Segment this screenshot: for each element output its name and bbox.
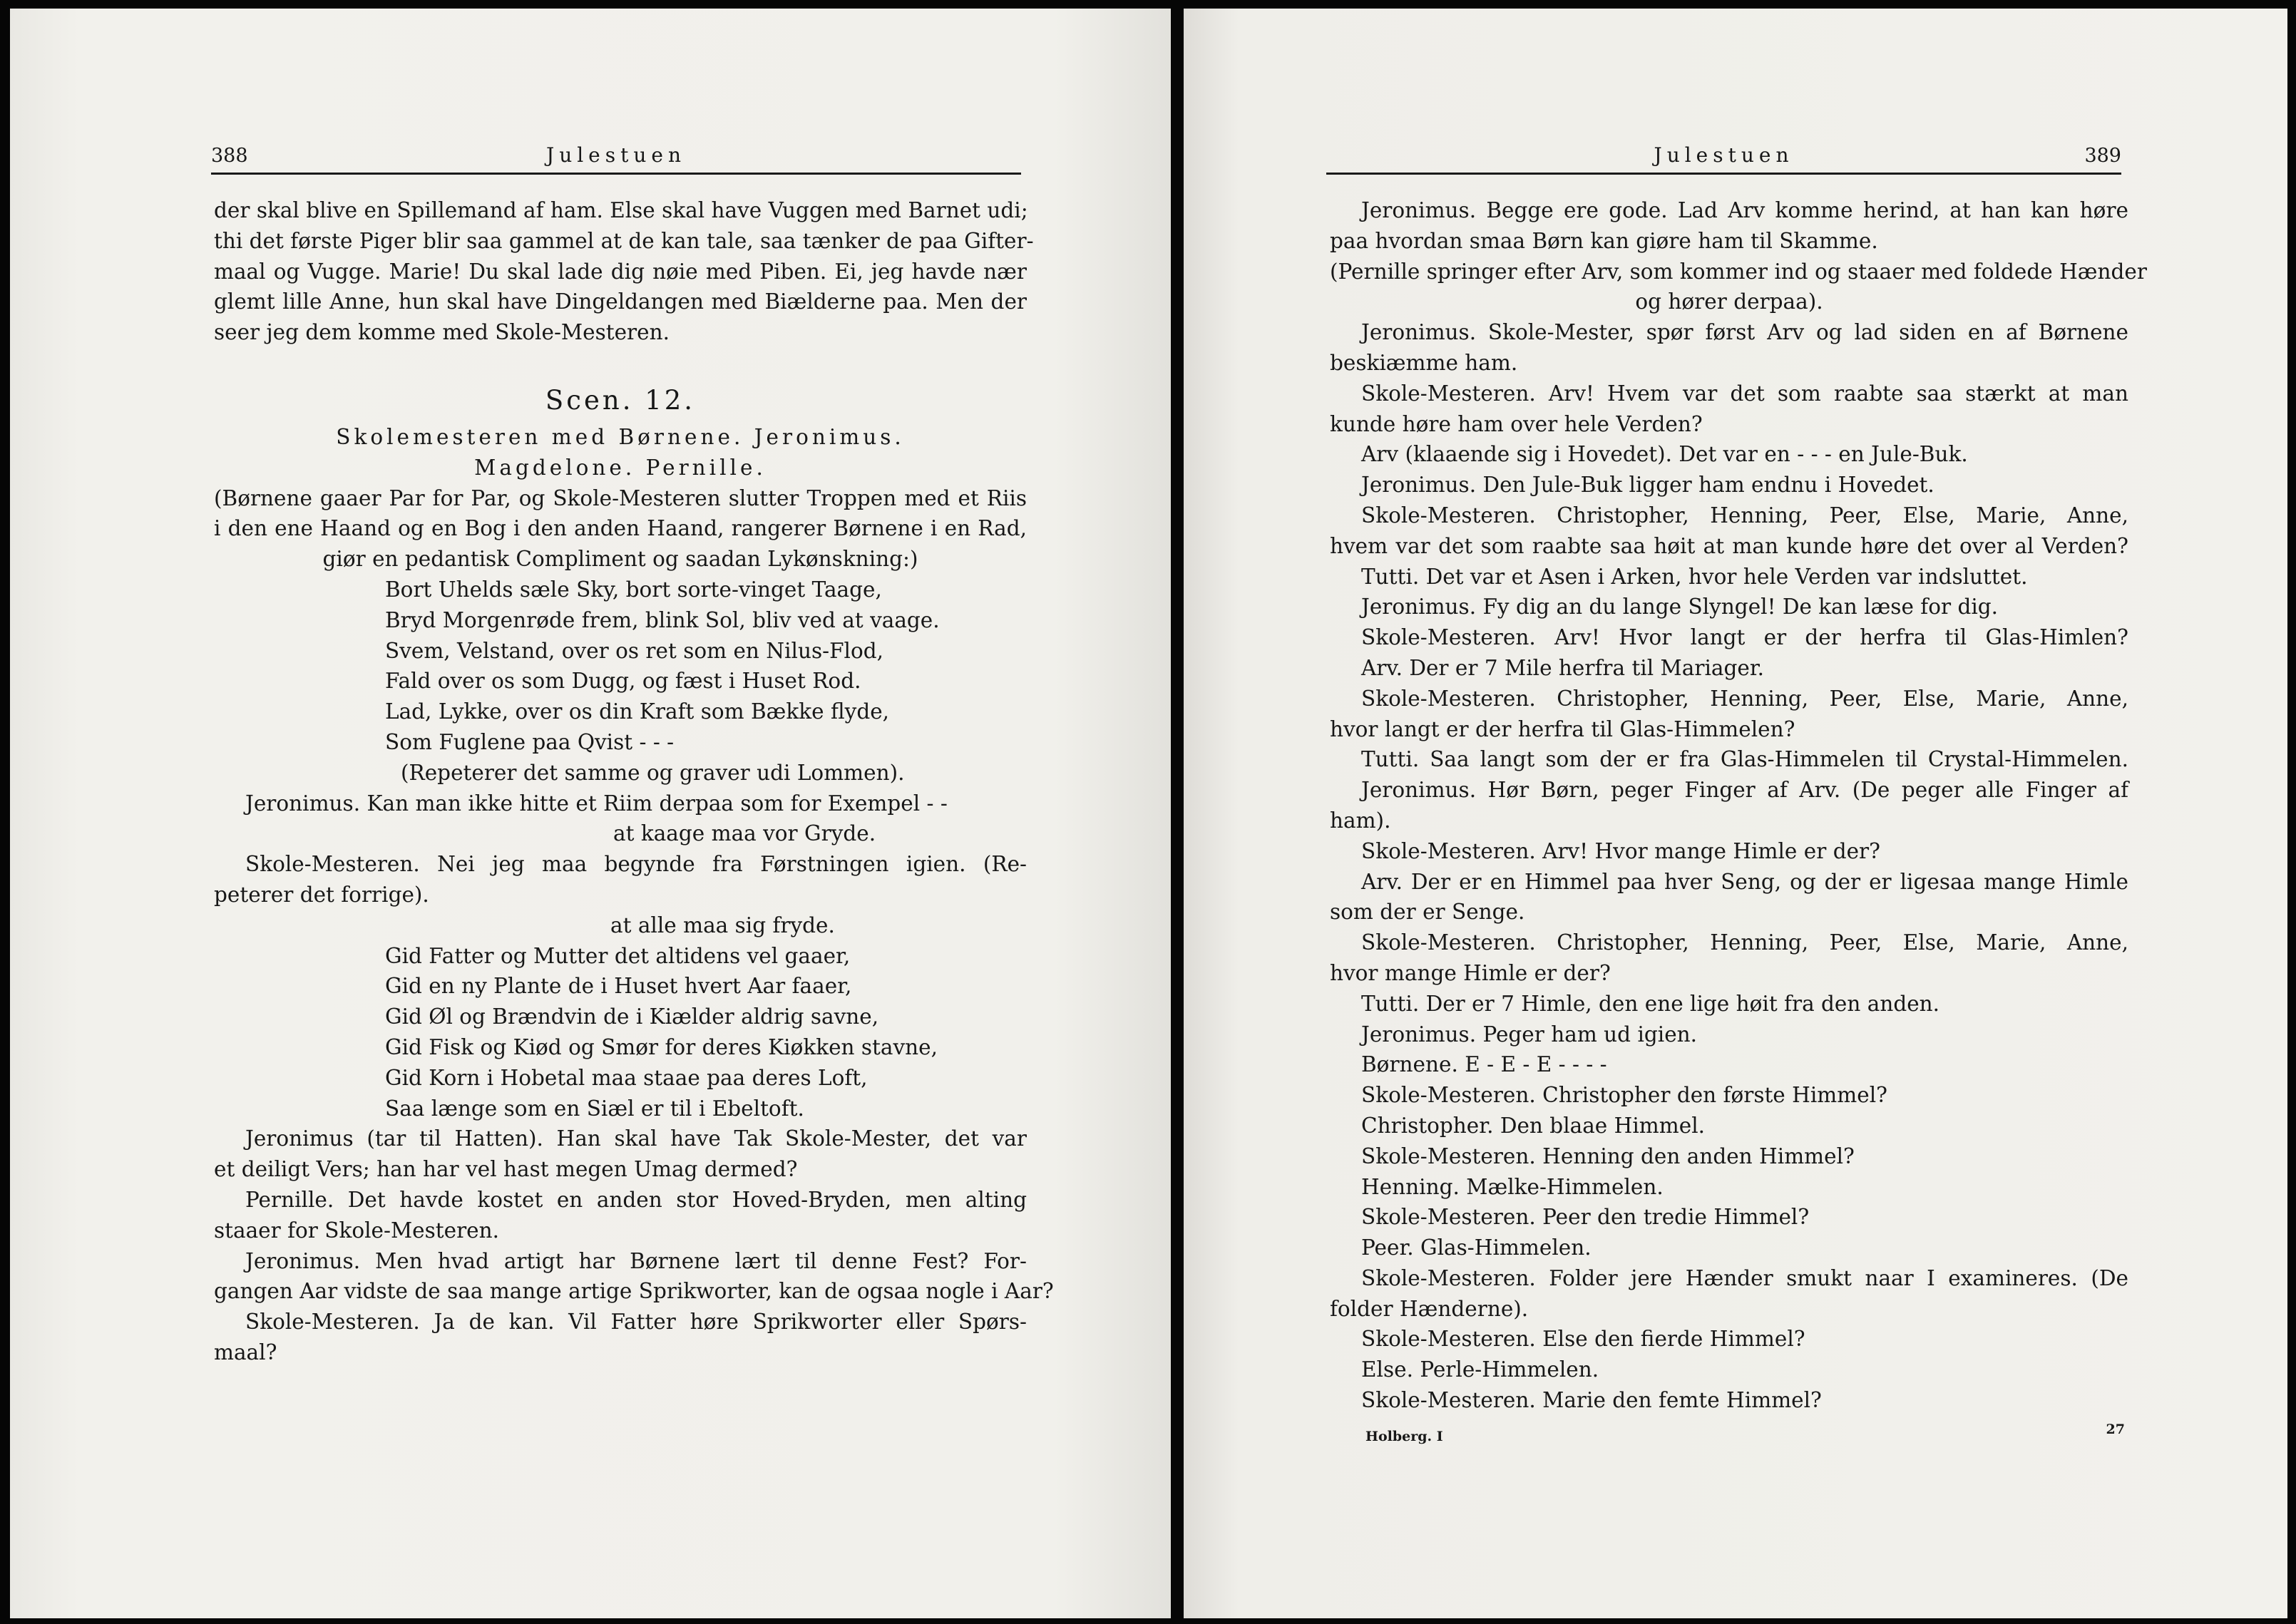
stage-direction: (Børnene gaaer Par for Par, og Skole-Mesteren slutter Troppen med et Riis <box>214 485 1027 510</box>
running-title: Julestuen <box>545 143 687 167</box>
dialogue-line: Henning. Mælke-Himmelen. <box>1361 1174 1664 1199</box>
text-line: glemt lille Anne, hun skal have Dingeldangen med Biælderne paa. Men der <box>214 289 1027 314</box>
text-line: thi det første Piger blir saa gammel at de kan tale, saa tænker de paa Gifter- <box>214 228 1034 253</box>
dialogue-line: hvor langt er der herfra til Glas-Himmelen? <box>1330 716 1795 741</box>
dialogue-line: maal? <box>214 1340 277 1365</box>
dialogue-line: Else. Perle-Himmelen. <box>1361 1357 1599 1382</box>
right-page <box>1184 9 2287 1618</box>
stage-direction: og hører derpaa). <box>1635 289 1823 314</box>
page-number: 389 <box>2084 145 2121 167</box>
dialogue-line: Skole-Mesteren. Peer den tredie Himmel? <box>1361 1205 1810 1230</box>
dialogue-line: hvem var det som raabte saa høit at man kunde høre det over al Verden? <box>1330 533 2128 558</box>
dialogue-line: Skole-Mesteren. Christopher, Henning, Peer, Else, Marie, Anne, <box>1361 503 2128 528</box>
stage-direction: i den ene Haand og en Bog i den anden Haand, rangerer Børnene i en Rad, <box>214 516 1027 541</box>
stage-direction: (Repeterer det samme og graver udi Lommen). <box>401 760 905 785</box>
signature-mark: 27 <box>2106 1422 2125 1437</box>
verse-line: Gid en ny Plante de i Huset hvert Aar faaer, <box>385 974 852 999</box>
dialogue-line: Skole-Mesteren. Henning den anden Himmel? <box>1361 1144 1855 1168</box>
verse-line: Fald over os som Dugg, og fæst i Huset Rod. <box>385 669 861 694</box>
right-page-body <box>1330 195 2147 1416</box>
dialogue-line: Jeronimus. Begge ere gode. Lad Arv komme herind, at han kan høre <box>1361 198 2128 222</box>
stage-direction: giør en pedantisk Compliment og saadan Lykønskning:) <box>322 547 918 572</box>
dialogue-line: Jeronimus. Hør Børn, peger Finger af Arv. (De peger alle Finger af <box>1361 778 2128 803</box>
dialogue-line: Jeronimus. Den Jule-Buk ligger ham endnu i Hovedet. <box>1361 473 1934 498</box>
dialogue-line: Skole-Mesteren. Nei jeg maa begynde fra Førstningen igien. (Re- <box>245 852 1027 877</box>
dialogue-line: Christopher. Den blaae Himmel. <box>1361 1113 1706 1138</box>
verse-line: Lad, Lykke, over os din Kraft som Bække flyde, <box>385 699 890 724</box>
dialogue-line: peterer det forrige). <box>214 882 429 907</box>
dialogue-line: Skole-Mesteren. Folder jere Hænder smukt naar I examineres. (De <box>1361 1265 2128 1290</box>
scene-persons: Skolemesteren med Børnene. Jeronimus. <box>336 424 905 449</box>
left-page-body <box>214 195 1054 1368</box>
stage-direction: (Pernille springer efter Arv, som kommer ind og staaer med foldede Hænder <box>1330 259 2147 284</box>
dialogue-line: beskiæmme ham. <box>1330 350 1518 375</box>
dialogue-line: Skole-Mesteren. Marie den femte Himmel? <box>1361 1388 1822 1413</box>
dialogue-line: at kaage maa vor Gryde. <box>613 821 876 846</box>
verse-line: Gid Fatter og Mutter det altidens vel gaaer, <box>385 943 851 968</box>
dialogue-line: Tutti. Saa langt som der er fra Glas-Himmelen til Crystal-Himmelen. <box>1361 747 2128 772</box>
dialogue-line: Skole-Mesteren. Else den fierde Himmel? <box>1361 1327 1805 1352</box>
verse-line: Saa længe som en Siæl er til i Ebeltoft. <box>385 1096 804 1121</box>
dialogue-line: Arv. Der er 7 Mile herfra til Mariager. <box>1361 655 1765 680</box>
page-footer <box>1365 1422 2125 1444</box>
dialogue-line: Jeronimus. Fy dig an du lange Slyngel! De kan læse for dig. <box>1361 595 1999 620</box>
dialogue-line: staaer for Skole-Mesteren. <box>214 1218 500 1243</box>
verse-line: Bryd Morgenrøde frem, blink Sol, bliv ved at vaage. <box>385 607 940 632</box>
scene-persons: Magdelone. Pernille. <box>474 455 767 480</box>
dialogue-line: Jeronimus. Kan man ikke hitte et Riim derpaa som for Exempel - - <box>245 791 948 816</box>
dialogue-line: som der er Senge. <box>1330 900 1525 925</box>
dialogue-line: Skole-Mesteren. Christopher, Henning, Peer, Else, Marie, Anne, <box>1361 930 2128 955</box>
dialogue-line: Skole-Mesteren. Christopher, Henning, Peer, Else, Marie, Anne, <box>1361 686 2128 711</box>
dialogue-line: Tutti. Der er 7 Himle, den ene lige høit fra den anden. <box>1361 991 1940 1016</box>
verse-line: Gid Fisk og Kiød og Smør for deres Kiøkken stavne, <box>385 1034 938 1059</box>
dialogue-line: et deiligt Vers; han har vel hast megen Umag dermed? <box>214 1157 798 1182</box>
dialogue-line: hvor mange Himle er der? <box>1330 960 1611 985</box>
dialogue-line: Jeronimus. Skole-Mester, spør først Arv og lad siden en af Børnene <box>1361 320 2128 345</box>
verse-line: Gid Øl og Brændvin de i Kiælder aldrig savne, <box>385 1004 879 1029</box>
dialogue-line: kunde høre ham over hele Verden? <box>1330 411 1703 436</box>
verse-line: at alle maa sig fryde. <box>610 913 835 937</box>
dialogue-line: Jeronimus. Men hvad artigt har Børnene lært til denne Fest? For- <box>245 1248 1027 1273</box>
verse-line: Som Fuglene paa Qvist - - - <box>385 729 675 754</box>
dialogue-line: Skole-Mesteren. Ja de kan. Vil Fatter høre Sprikworter eller Spørs- <box>245 1310 1027 1335</box>
text-line: maal og Vugge. Marie! Du skal lade dig nøie med Piben. Ei, jeg havde nær <box>214 259 1027 284</box>
verse-line: Bort Uhelds sæle Sky, bort sorte-vinget Taage, <box>385 577 882 602</box>
page-number: 388 <box>211 145 248 167</box>
running-title: Julestuen <box>1654 143 1794 167</box>
left-page <box>10 9 1171 1618</box>
dialogue-line: Skole-Mesteren. Arv! Hvem var det som raabte saa stærkt at man <box>1361 381 2128 406</box>
dialogue-line: Skole-Mesteren. Christopher den første Himmel? <box>1361 1083 1887 1108</box>
dialogue-line: ham). <box>1330 808 1391 833</box>
dialogue-line: Jeronimus. Peger ham ud igien. <box>1361 1022 1698 1047</box>
dialogue-line: gangen Aar vidste de saa mange artige Sprikworter, kan de ogsaa nogle i Aar? <box>214 1279 1054 1304</box>
left-page-header <box>211 137 1021 175</box>
dialogue-line: Tutti. Det var et Asen i Arken, hvor hele Verden var indsluttet. <box>1361 564 2028 589</box>
verse-line: Gid Korn i Hobetal maa staae paa deres Loft, <box>385 1065 868 1090</box>
dialogue-line: Skole-Mesteren. Arv! Hvor mange Himle er der? <box>1361 838 1880 863</box>
text-line: seer jeg dem komme med Skole-Mesteren. <box>214 320 670 345</box>
verse-line: Svem, Velstand, over os ret som en Nilus-Flod, <box>385 638 883 663</box>
dialogue-line: folder Hænderne). <box>1330 1296 1529 1321</box>
dialogue-line: paa hvordan smaa Børn kan giøre ham til Skamme. <box>1330 228 1878 253</box>
dialogue-line: Peer. Glas-Himmelen. <box>1361 1235 1592 1260</box>
footer-signature-text: Holberg. I <box>1365 1429 1443 1444</box>
dialogue-line: Jeronimus (tar til Hatten). Han skal have Tak Skole-Mester, det var <box>245 1126 1027 1151</box>
dialogue-line: Pernille. Det havde kostet en anden stor Hoved-Bryden, men alting <box>245 1187 1027 1212</box>
right-page-header <box>1326 137 2121 175</box>
text-line: der skal blive en Spillemand af ham. Else skal have Vuggen med Barnet udi; <box>214 198 1028 222</box>
dialogue-line: Børnene. E - E - E - - - - <box>1361 1052 1607 1077</box>
scene-title: Scen. 12. <box>545 384 696 416</box>
dialogue-line: Skole-Mesteren. Arv! Hvor langt er der herfra til Glas-Himlen? <box>1361 625 2128 650</box>
dialogue-line: Arv. Der er en Himmel paa hver Seng, og der er ligesaa mange Himle <box>1361 869 2128 894</box>
dialogue-line: Arv (klaaende sig i Hovedet). Det var en - - - en Jule-Buk. <box>1361 442 1968 467</box>
